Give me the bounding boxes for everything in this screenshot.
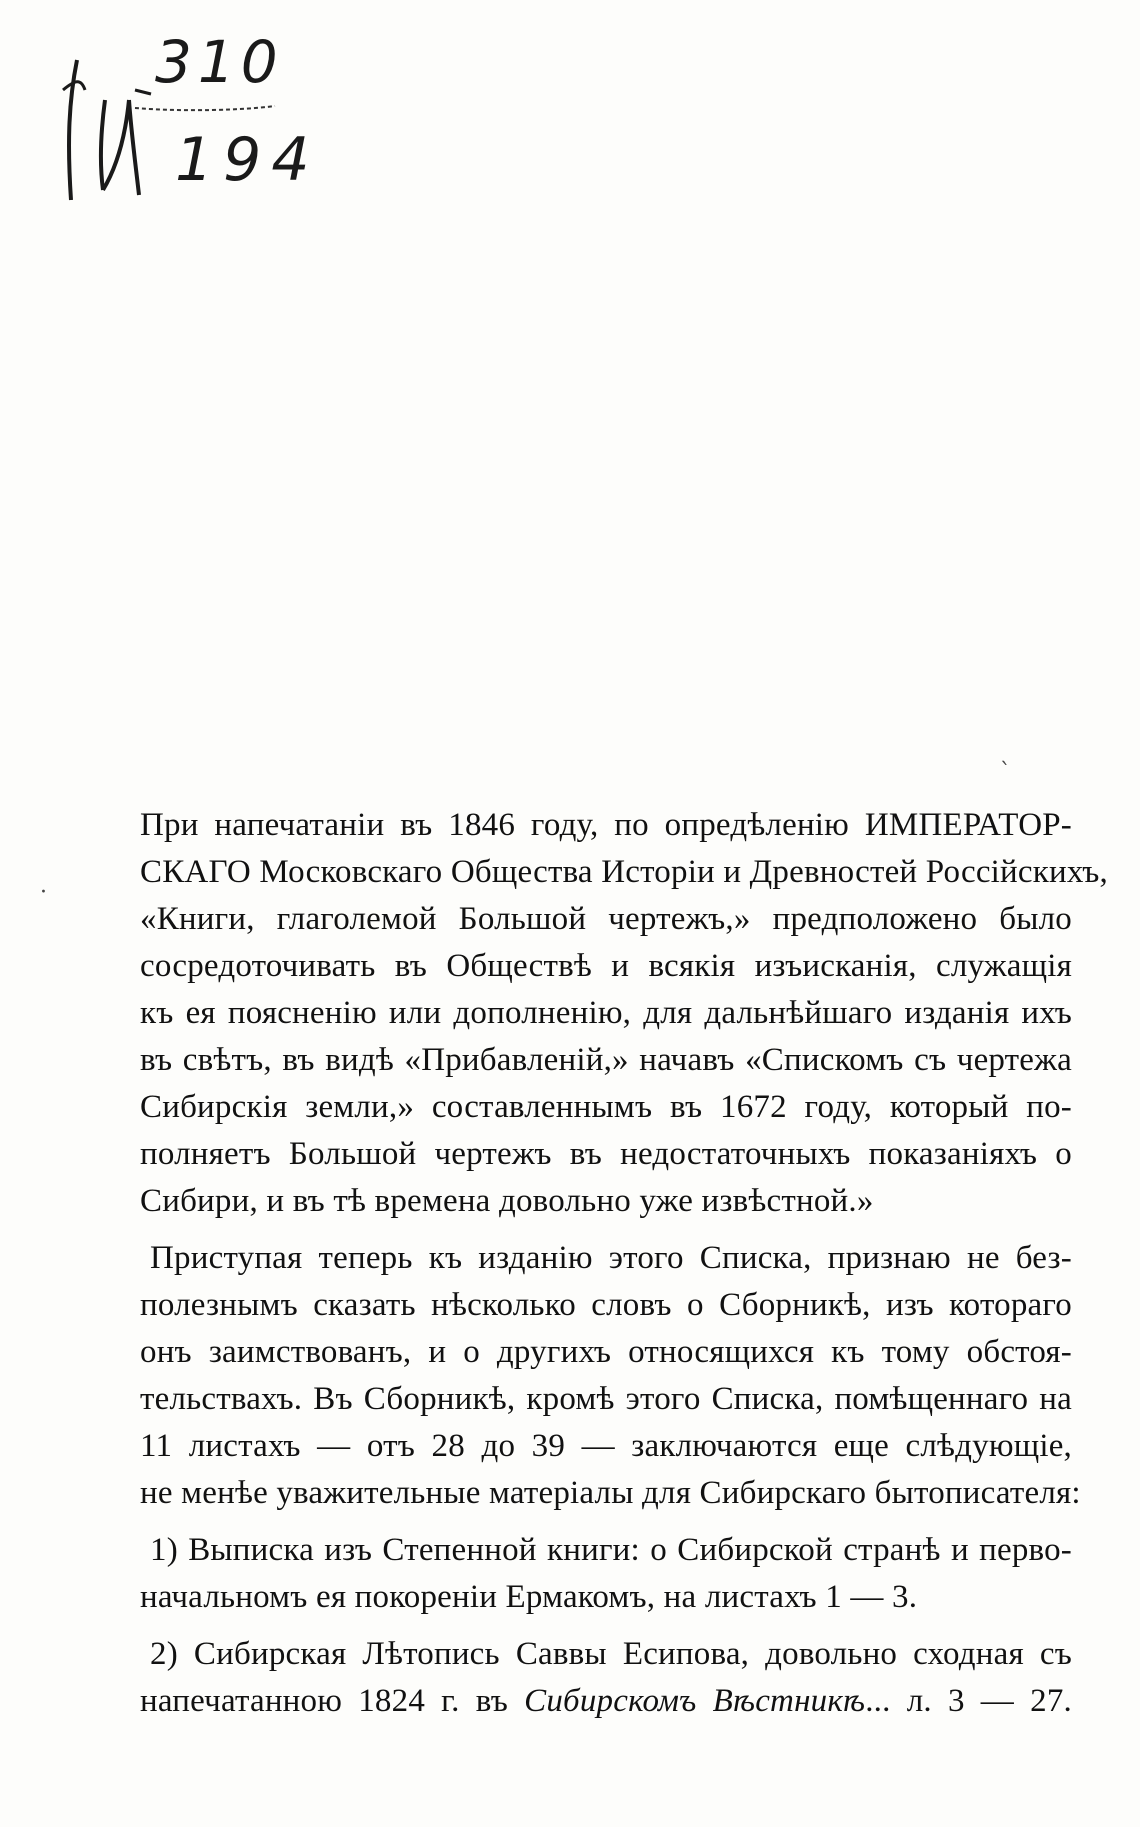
body-text — [132, 802, 1109, 1735]
italic-title: Сибирскомъ Вѣстникѣ — [524, 1683, 866, 1719]
text-line: въ свѣтъ, въ видѣ «Прибавленій,» начавъ «Спискомъ съ чертежа — [140, 1042, 1072, 1078]
text-line: При напечатаніи въ 1846 году, по опредѣленію ИМПЕРАТОР- — [140, 807, 1072, 843]
text-line: 11 листахъ — отъ 28 до 39 — заключаются еще слѣдующіе, — [140, 1428, 1072, 1464]
paragraph-1 — [132, 802, 1109, 1225]
text-line: полезнымъ сказать нѣсколько словъ о Сборникѣ, изъ котораго — [140, 1287, 1072, 1323]
shelf-mark-bottom: 194 — [175, 125, 320, 195]
paragraph-2 — [132, 1235, 1081, 1517]
text-run: напечатанною 1824 г. въ — [140, 1683, 525, 1719]
text-line: тельствахъ. Въ Сборникѣ, кромѣ этого Списка, помѣщеннаго на — [140, 1381, 1072, 1417]
text-line: начальномъ ея покореніи Ермакомъ, на листахъ 1 — 3. — [140, 1579, 918, 1615]
text-line: къ ея поясненію или дополненію, для дальнѣйшаго изданія ихъ — [140, 995, 1072, 1031]
text-line: Сибирскія земли,» составленнымъ въ 1672 году, который по- — [140, 1089, 1072, 1125]
text-line: СКАГО Московскаго Общества Исторіи и Древностей Россійскихъ, — [140, 854, 1109, 890]
text-line: сосредоточивать въ Обществѣ и всякія изъисканія, служащія — [140, 948, 1072, 984]
text-line: Сибири, и въ тѣ времена довольно уже извѣстной.» — [140, 1183, 874, 1219]
handwritten-shelf-mark — [55, 20, 335, 260]
text-line: онъ заимствованъ, и о другихъ относящихся къ тому обстоя- — [140, 1334, 1072, 1370]
text-line: не менѣе уважительные матеріалы для Сибирскаго бытописателя: — [140, 1475, 1081, 1511]
text-line: полняетъ Большой чертежъ въ недостаточныхъ показаніяхъ о — [140, 1136, 1072, 1172]
stray-dot: · — [40, 880, 47, 905]
text-line-mixed — [132, 1678, 1072, 1725]
text-line: Приступая теперь къ изданію этого Списка, признаю не без- — [150, 1240, 1072, 1276]
text-line: 1) Выписка изъ Степенной книги: о Сибирской странѣ и перво- — [150, 1532, 1072, 1568]
text-run: ... л. 3 — 27. — [865, 1683, 1072, 1719]
text-line: 2) Сибирская Лѣтопись Саввы Есипова, довольно сходная съ — [150, 1636, 1072, 1672]
shelf-mark-top: 310 — [155, 28, 284, 96]
stray-tick: ˋ — [1000, 760, 1011, 785]
paragraph-4 — [132, 1631, 1072, 1725]
paragraph-3 — [132, 1527, 1072, 1621]
text-line: «Книги, глаголемой Большой чертежъ,» предположено было — [140, 901, 1072, 937]
